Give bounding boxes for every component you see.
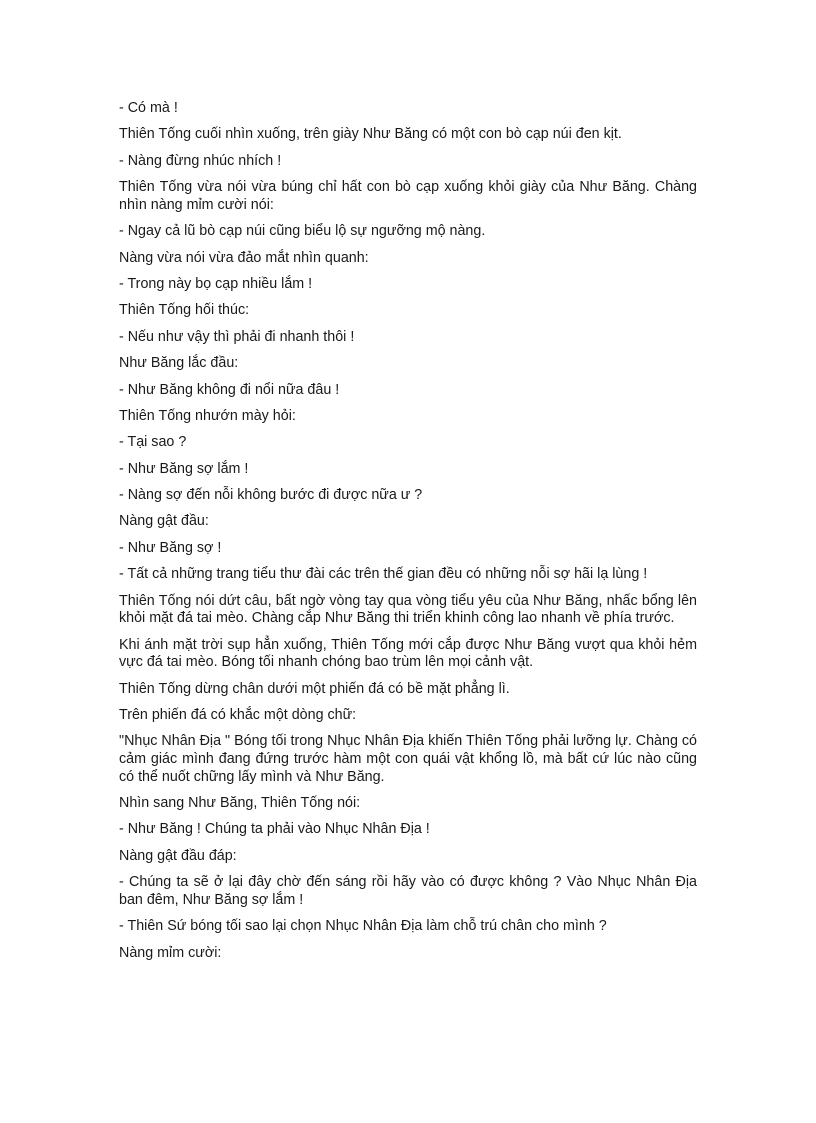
paragraph: Thiên Tống cuối nhìn xuống, trên giày Như Băng có một con bò cạp núi đen kịt. xyxy=(119,126,622,143)
paragraph: Thiên Tống vừa nói vừa búng chỉ hất con bò cạp xuống khỏi giày của Như Băng. Chàng nhìn nàng mỉm cười nói: xyxy=(119,179,697,213)
paragraph: - Trong này bọ cạp nhiều lắm ! xyxy=(119,275,313,292)
document-body xyxy=(119,100,697,971)
paragraph: Thiên Tống hối thúc: xyxy=(119,302,250,319)
paragraph: "Nhục Nhân Địa " Bóng tối trong Nhục Nhân Địa khiến Thiên Tống phải lưỡng lự. Chàng có cảm giác mình đang đứng trước hàm một con quái vật khổng lồ, mà bất cứ lúc nào cũng có thể nuốt chững lấy mình và Như Băng. xyxy=(119,733,697,785)
paragraph: Nàng mỉm cười: xyxy=(119,944,222,961)
paragraph: - Nàng sợ đến nỗi không bước đi được nữa ư ? xyxy=(119,487,423,504)
paragraph: Thiên Tống dừng chân dưới một phiến đá có bề mặt phẳng lì. xyxy=(119,680,510,697)
paragraph: Nhìn sang Như Băng, Thiên Tống nói: xyxy=(119,794,361,811)
paragraph: - Có mà ! xyxy=(119,100,178,116)
paragraph: Khi ánh mặt trời sụp hẳn xuống, Thiên Tống mới cắp được Như Băng vượt qua khỏi hẻm vực đá tai mèo. Bóng tối nhanh chóng bao trùm lên mọi cảnh vật. xyxy=(119,636,697,671)
paragraph: - Tại sao ? xyxy=(119,434,187,451)
paragraph: - Nếu như vậy thì phải đi nhanh thôi ! xyxy=(119,328,355,345)
paragraph: - Thiên Sứ bóng tối sao lại chọn Nhục Nhân Địa làm chỗ trú chân cho mình ? xyxy=(119,918,607,935)
paragraph: Nàng gật đầu đáp: xyxy=(119,847,237,864)
paragraph: - Tất cả những trang tiểu thư đài các trên thế gian đều có những nỗi sợ hãi lạ lùng ! xyxy=(119,566,648,583)
paragraph: - Ngay cả lũ bò cạp núi cũng biểu lộ sự ngưỡng mộ nàng. xyxy=(119,223,486,240)
paragraph: Trên phiến đá có khắc một dòng chữ: xyxy=(119,706,357,723)
paragraph: - Như Băng ! Chúng ta phải vào Nhục Nhân Địa ! xyxy=(119,821,430,838)
paragraph: - Như Băng không đi nổi nữa đâu ! xyxy=(119,381,340,398)
paragraph: Thiên Tống nói dứt câu, bất ngờ vòng tay qua vòng tiểu yêu của Như Băng, nhấc bổng lên khỏi mặt đá tai mèo. Chàng cắp Như Băng thi triển khinh công lao nhanh về phía trước. xyxy=(119,592,697,627)
paragraph: - Chúng ta sẽ ở lại đây chờ đến sáng rồi hãy vào có được không ? Vào Nhục Nhân Địa ban đêm, Như Băng sợ lắm ! xyxy=(119,874,697,908)
paragraph: Thiên Tống nhướn mày hỏi: xyxy=(119,407,296,424)
paragraph: Nàng vừa nói vừa đảo mắt nhìn quanh: xyxy=(119,249,369,266)
paragraph: Như Băng lắc đầu: xyxy=(119,355,239,372)
paragraph: Nàng gật đầu: xyxy=(119,513,209,530)
paragraph: - Như Băng sợ ! xyxy=(119,539,222,556)
paragraph: - Như Băng sợ lắm ! xyxy=(119,460,249,477)
paragraph: - Nàng đừng nhúc nhích ! xyxy=(119,152,282,169)
